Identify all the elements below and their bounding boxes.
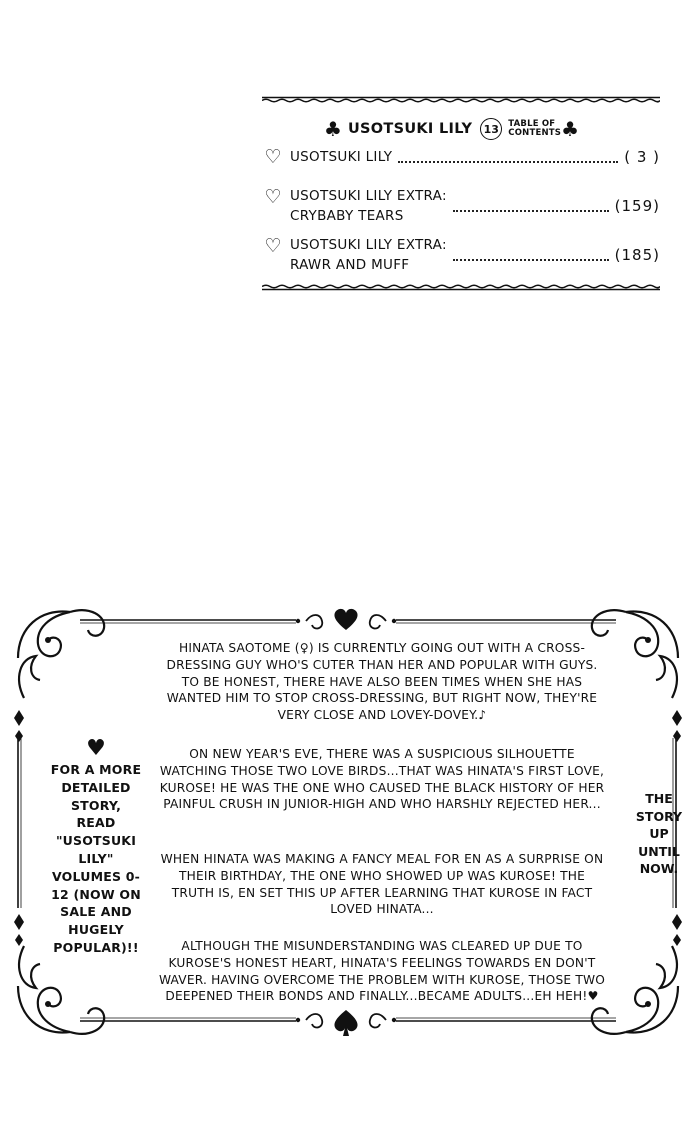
toc-entry [262,186,660,226]
toc-entry-title [290,186,447,226]
leader-dots [398,151,618,163]
volume-badge: 13 [480,118,502,140]
volumes-note [50,737,142,957]
toc-subtitle [508,120,561,138]
club-icon: ♣ [561,117,580,141]
toc-title: USOTSUKI LILY [347,121,473,137]
toc-entry [262,146,660,168]
heart-outline-icon: ♡ [264,235,282,257]
toc-top-rule [262,96,660,103]
toc-entry-title-line2: RAWR AND MUFF [290,257,410,273]
toc-entry-title-line2: CRYBABY TEARS [290,208,404,224]
toc-entry [262,235,660,275]
story-paragraph: HINATA SAOTOME (♀) IS CURRENTLY GOING OUT WITH A CROSS-DRESSING GUY WHO'S CUTER THAN HER AND POPULAR WITH GUYS. TO BE HONEST, THERE HAVE ALSO BEEN TIMES WHEN SHE HAS WANTED HIM TO STOP CROSS-DRESSING, BUT RIGHT NOW, THEY'RE VERY CLOSE AND LOVEY-DOVEY.♪ [166,641,598,723]
toc-subtitle-line2: CONTENTS [508,128,562,138]
spade-icon [334,1010,357,1036]
club-icon: ♣ [324,117,342,141]
toc-title-row [324,114,660,144]
toc-bottom-rule [262,284,660,291]
heart-outline-icon: ♡ [264,146,282,168]
table-of-contents [262,96,660,294]
story-paragraph: ALTHOUGH THE MISUNDERSTANDING WAS CLEARED UP DUE TO KUROSE'S HONEST HEART, HINATA'S FEELINGS TOWARDS EN DON'T WAVER. HAVING OVERCOME THE PROBLEM WITH KUROSE, THOSE TWO DEEPENED THEIR BONDS AND FINALLY...BECAME ADULTS...EH HEH!♥ [158,939,606,1004]
toc-entry-page: (159) [614,197,660,215]
toc-entry-title-line1: USOTSUKI LILY EXTRA: [290,237,447,253]
story-paragraph: ON NEW YEAR'S EVE, THERE WAS A SUSPICIOUS SILHOUETTE WATCHING THOSE TWO LOVE BIRDS...THAT WAS HINATA'S FIRST LOVE, KUROSE! HE WAS THE ONE WHO CAUSED THE BLACK HISTORY OF HER PAINFUL CRUSH IN JUNIOR-HIGH AND WHO HARSHLY REJECTED HER... [159,747,605,812]
heart-icon: ♥ [86,736,106,761]
toc-entry-title-line1: USOTSUKI LILY EXTRA: [290,188,447,204]
toc-entry-page: ( 3 ) [624,148,660,166]
leader-dots [453,200,609,212]
toc-subtitle-line1: TABLE OF [508,119,556,129]
story-paragraph: WHEN HINATA WAS MAKING A FANCY MEAL FOR EN AS A SURPRISE ON THEIR BIRTHDAY, THE ONE WHO SHOWED UP WAS KUROSE! THE TRUTH IS, EN SET THIS UP AFTER LEARNING THAT KUROSE IN FACT LOVED HINATA... [160,852,604,917]
toc-entry-title: USOTSUKI LILY [290,149,393,165]
volumes-note-text: FOR A MORE DETAILED STORY, READ "USOTSUKI LILY" VOLUMES 0-12 (NOW ON SALE AND HUGELY POPULAR)!! [50,762,142,955]
story-so-far-label: THE STORY UP UNTIL NOW. [635,791,683,876]
heart-icon [334,609,357,630]
leader-dots [453,249,609,261]
heart-outline-icon: ♡ [264,186,282,208]
toc-entry-title [290,235,447,275]
toc-entry-page: (185) [614,246,660,264]
